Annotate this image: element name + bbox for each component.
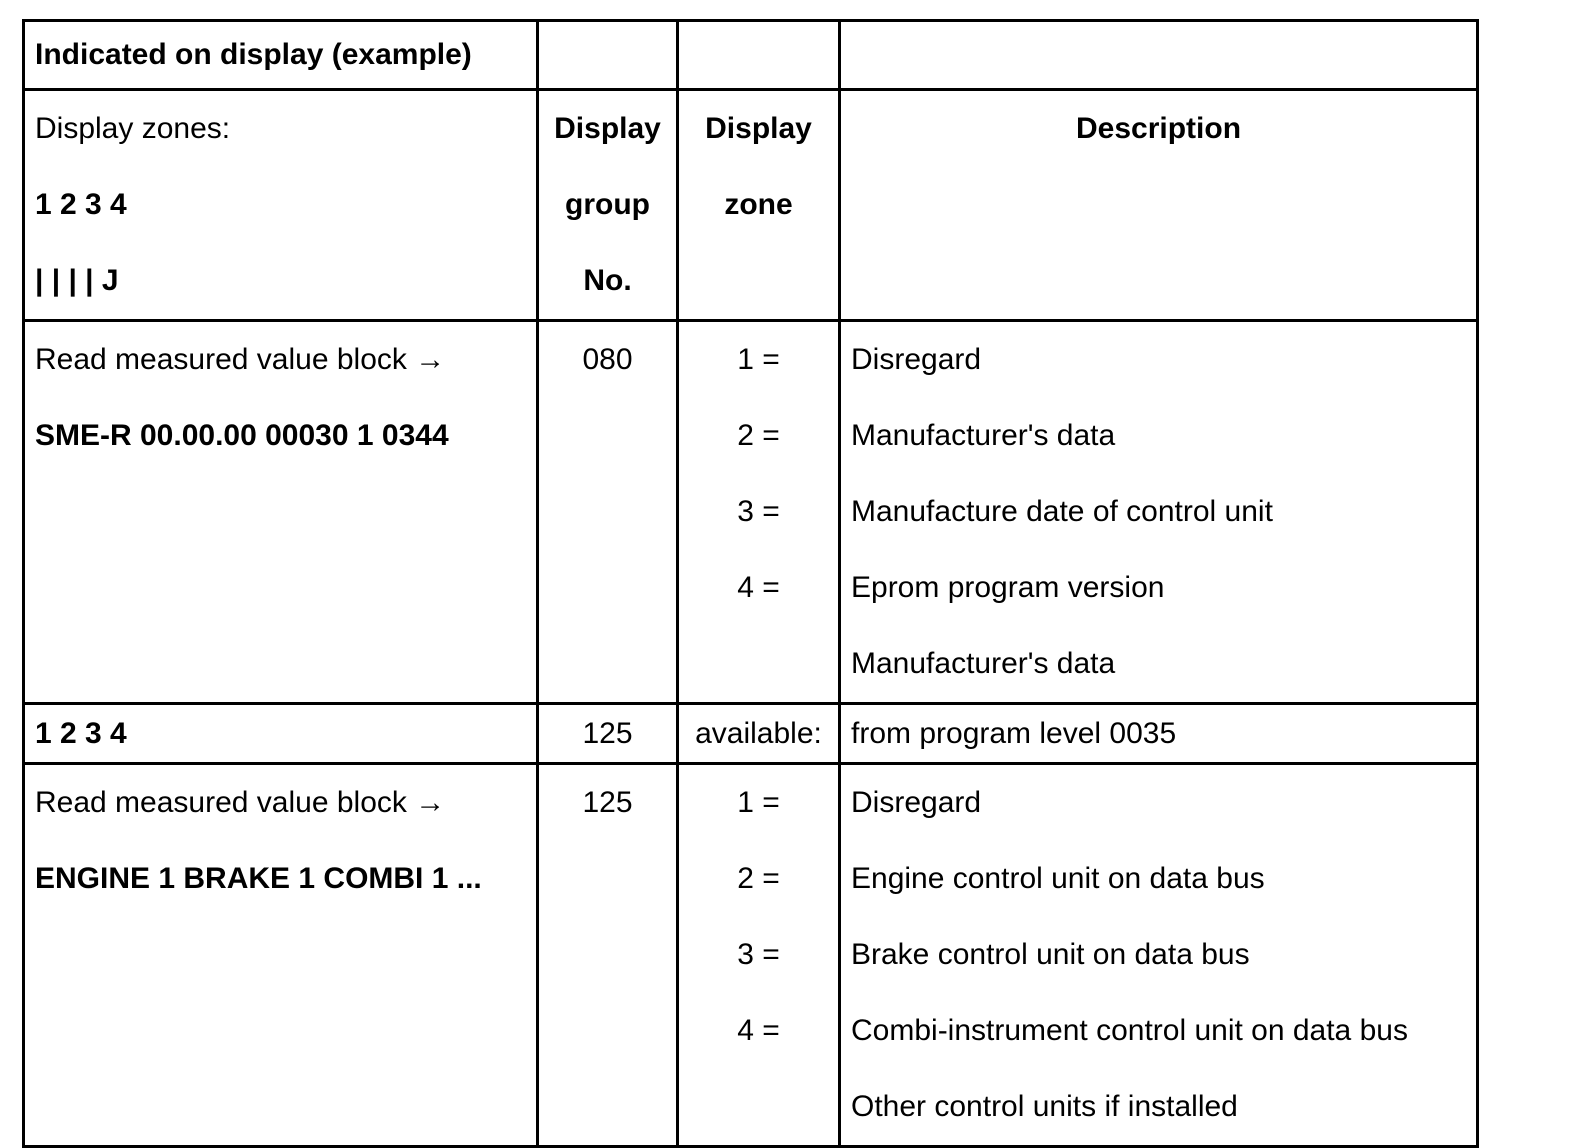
description-item: Disregard [851, 343, 982, 376]
table-row [24, 321, 1478, 704]
read-block-label: Read measured value block → [35, 786, 446, 819]
table-row [24, 704, 1478, 764]
display-zone-header [678, 90, 840, 321]
display-group-table [22, 19, 1479, 1148]
zone-item: 3 = [737, 495, 780, 528]
zone-item: 4 = [737, 1014, 780, 1047]
empty-header-cell [678, 21, 840, 90]
zone-list-cell [678, 764, 840, 1147]
description-item: Disregard [851, 786, 982, 819]
display-zones-label: Display zones: [35, 112, 231, 145]
empty-header-cell [538, 21, 678, 90]
display-group-header-line2: group [565, 188, 650, 221]
display-zones-digits: 1 2 3 4 [35, 188, 127, 221]
group-number: 125 [582, 717, 633, 750]
group-number: 080 [582, 343, 633, 376]
zone-item: 1 = [737, 343, 780, 376]
display-example-cell [24, 704, 538, 764]
display-example-cell [24, 764, 538, 1147]
display-zones-marks: | | | | J [35, 264, 119, 297]
description-header-text: Description [1075, 112, 1242, 145]
display-value: SME-R 00.00.00 00030 1 0344 [35, 419, 449, 452]
zone-item: 1 = [737, 786, 780, 819]
description-cell [840, 321, 1478, 704]
zone-availability: available: [695, 717, 822, 750]
display-zone-header-line1: Display [705, 112, 812, 145]
table-title [24, 21, 538, 90]
display-group-header [538, 90, 678, 321]
table-title-text: Indicated on display (example) [35, 38, 472, 71]
description-item: Brake control unit on data bus [851, 938, 1250, 971]
zone-item: 2 = [737, 862, 780, 895]
description-item: Manufacture date of control unit [851, 495, 1273, 528]
read-block-label: Read measured value block → [35, 343, 446, 376]
empty-header-cell [840, 21, 1478, 90]
group-number-cell [538, 321, 678, 704]
zone-availability-cell [678, 704, 840, 764]
description-item: from program level 0035 [851, 717, 1177, 750]
display-zones-digits: 1 2 3 4 [35, 717, 127, 750]
description-cell [840, 704, 1478, 764]
display-group-header-line1: Display [554, 112, 661, 145]
description-item: Combi-instrument control unit on data bus [851, 1014, 1408, 1047]
group-number-cell [538, 764, 678, 1147]
display-example-cell [24, 321, 538, 704]
display-group-header-line3: No. [583, 264, 632, 297]
group-number-cell [538, 704, 678, 764]
group-number: 125 [582, 786, 633, 819]
table-row [24, 764, 1478, 1147]
display-zones-cell [24, 90, 538, 321]
description-item: Eprom program version [851, 571, 1165, 604]
description-header [840, 90, 1478, 321]
display-zone-header-line2: zone [724, 188, 793, 221]
description-item: Manufacturer's data [851, 647, 1116, 680]
description-cell [840, 764, 1478, 1147]
description-item: Manufacturer's data [851, 419, 1116, 452]
zone-item: 2 = [737, 419, 780, 452]
description-item: Engine control unit on data bus [851, 862, 1265, 895]
table-title-row [24, 21, 1478, 90]
description-item: Other control units if installed [851, 1090, 1238, 1123]
zone-item: 3 = [737, 938, 780, 971]
column-header-row [24, 90, 1478, 321]
display-value: ENGINE 1 BRAKE 1 COMBI 1 ... [35, 862, 482, 895]
zone-item: 4 = [737, 571, 780, 604]
zone-list-cell [678, 321, 840, 704]
